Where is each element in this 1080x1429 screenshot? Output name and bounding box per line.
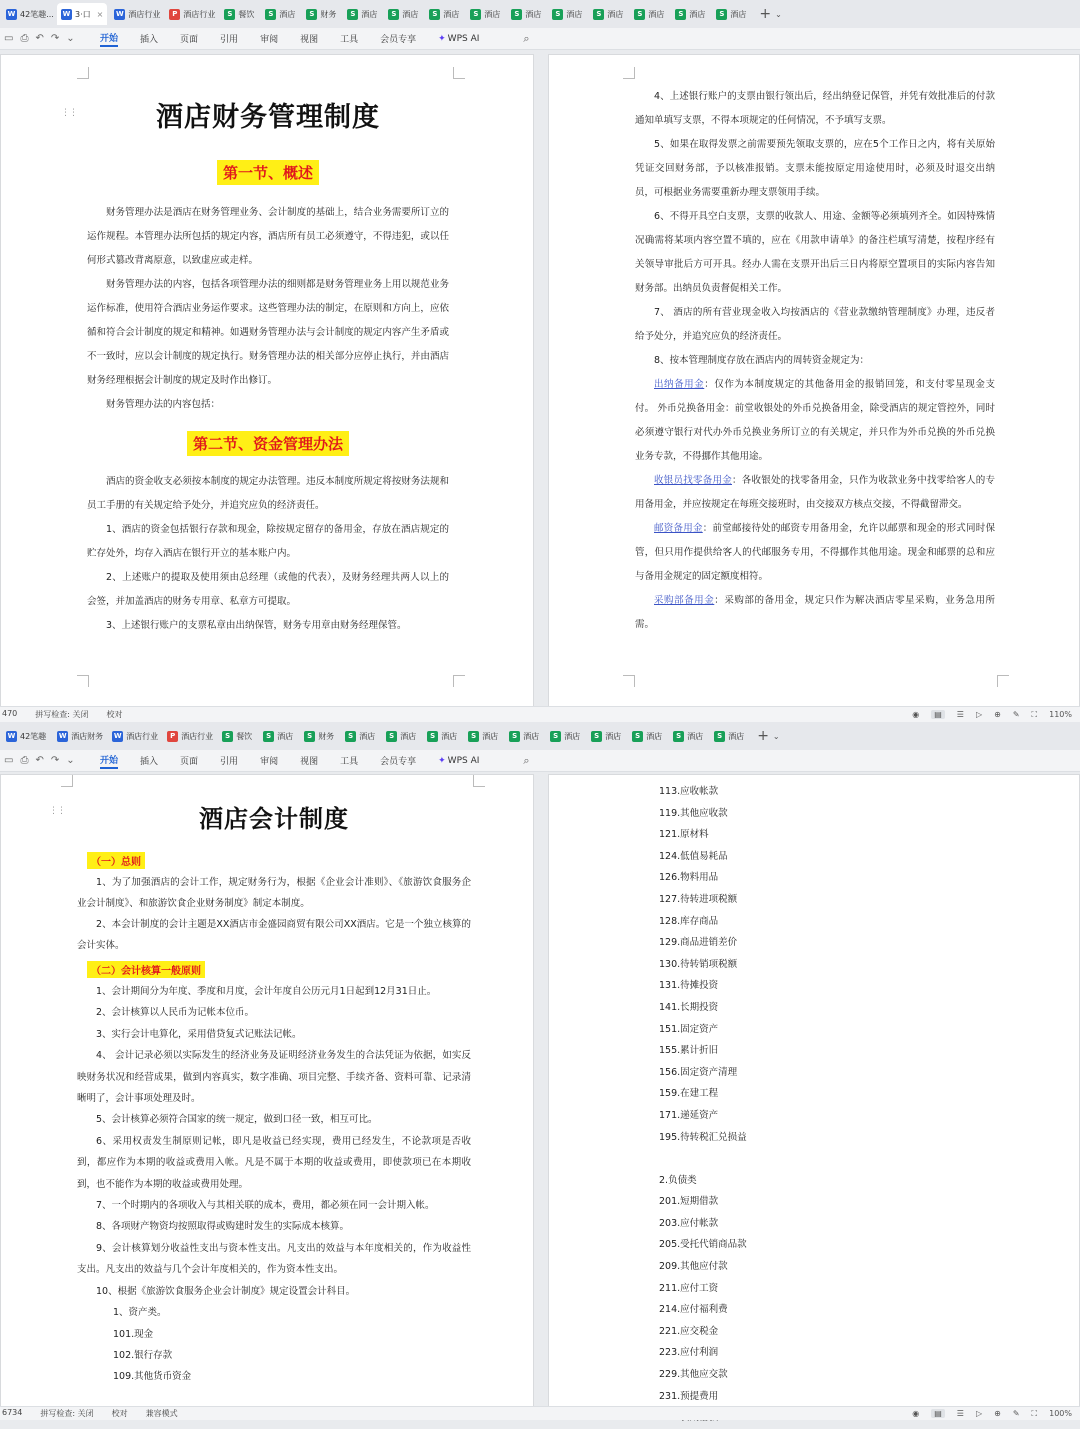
spreadsheet-icon: S (591, 731, 602, 742)
document-tab[interactable] (712, 3, 750, 25)
web-icon[interactable]: ⊕ (994, 1409, 1001, 1418)
page-title: 酒店会计制度 (199, 804, 349, 833)
spreadsheet-icon: S (509, 731, 520, 742)
wps-window-bottom (0, 722, 1080, 1420)
spreadsheet-icon: S (304, 731, 315, 742)
spreadsheet-icon: S (427, 731, 438, 742)
account-list (659, 781, 959, 1429)
spreadsheet-icon: S (468, 731, 479, 742)
tab-label: 酒店 (523, 731, 540, 741)
tab-label: 酒店 (564, 731, 581, 741)
writer-icon: W (62, 10, 71, 18)
ai-icon: ✦ (438, 755, 446, 766)
ribbon-menu (0, 28, 1080, 50)
section1-body (77, 872, 471, 956)
fit-icon[interactable]: ⛶ (1031, 1408, 1038, 1418)
fund-description: ：前堂邮接待处的邮资专用备用金，允许以邮票和现金的形式同时保管，但只用作提供给客人的代邮服务专用，不得挪作其他用途。现金和邮票的总和应与备用金规定的固定额度相符。 (635, 523, 995, 582)
spreadsheet-icon: S (675, 9, 686, 20)
page-view-icon[interactable]: ▤ (931, 1409, 945, 1418)
account-item: 126.物料用品 (659, 872, 719, 884)
menu-tab[interactable]: 工具 (340, 35, 359, 45)
menu-tab[interactable]: 页面 (180, 35, 199, 45)
document-tab[interactable] (589, 3, 627, 25)
spreadsheet-icon: S (222, 731, 233, 742)
document-tab[interactable] (628, 725, 666, 747)
account-item: 156.固定资产清理 (659, 1066, 738, 1078)
menu-tab[interactable]: 会员专享 (380, 757, 417, 767)
eye-icon[interactable]: ◉ (912, 710, 920, 719)
spell-check-status[interactable]: 拼写检查: 关闭 (35, 710, 89, 719)
paragraph (635, 373, 995, 469)
tab-bar (0, 722, 1080, 750)
paragraph: 2、会计核算以人民币为记帐本位币。 (96, 1007, 255, 1019)
tab-label: 酒店 (402, 9, 419, 19)
page-title: 酒店财务管理制度 (156, 102, 380, 133)
spreadsheet-icon: S (429, 9, 440, 20)
tab-label: 酒店行业 (128, 9, 161, 19)
search-icon[interactable]: ⌕ (523, 31, 530, 45)
spreadsheet-icon: S (470, 9, 481, 20)
account-item: 102.银行存款 (113, 1349, 173, 1361)
menu-tab[interactable]: 审阅 (260, 35, 279, 45)
menu-tab[interactable]: 插入 (140, 35, 159, 45)
document-tab[interactable] (110, 3, 162, 25)
spell-check-status[interactable]: 拼写检查: 关闭 (40, 1409, 94, 1418)
pdf-icon: P (169, 9, 180, 20)
redo-icon[interactable]: ↷ (50, 33, 60, 44)
right-page-body (635, 85, 995, 637)
document-tab[interactable] (343, 3, 381, 25)
compat-mode-label: 兼容模式 (145, 1409, 178, 1418)
tab-label: 财务 (318, 731, 335, 741)
paragraph: 1、酒店的资金包括银行存款和现金，除按规定留存的备用金，存放在酒店规定的贮存处外，均存入酒店在银行开立的基本账户内。 (87, 524, 449, 559)
tab-label: 酒店 (277, 731, 294, 741)
paragraph: 7、一个时期内的各项收入与其相关联的成本，费用，都必须在同一会计期入帐。 (96, 1200, 435, 1212)
account-item: 113.应收帐款 (659, 786, 719, 797)
section2-body (87, 470, 449, 638)
menu-tabs (100, 31, 552, 47)
add-tab-icon[interactable]: + (759, 6, 772, 22)
document-canvas (0, 772, 1080, 1408)
paragraph: 4、上述银行账户的支票由银行领出后，经出纳登记保管，并凭有效批准后的付款通知单填写支票，不得本项规定的任何情况，不予填写支票。 (635, 91, 995, 126)
account-item: 127.待转进项税额 (659, 893, 738, 905)
paragraph: 5、会计核算必须符合国家的统一规定，做到口径一致，相互可比。 (96, 1114, 378, 1126)
document-page-left (0, 774, 534, 1414)
undo-icon[interactable]: ↶ (35, 755, 44, 766)
menu-tab[interactable]: 引用 (220, 35, 239, 45)
section-heading-1: （一）总则 (87, 852, 145, 869)
tab-label: 酒店行业 (183, 9, 216, 19)
tab-label: 酒店 (605, 731, 622, 741)
spreadsheet-icon: S (511, 9, 522, 20)
fund-label-link[interactable]: 出纳备用金 (654, 379, 705, 390)
spreadsheet-icon: S (345, 731, 356, 742)
menu-tab[interactable]: 开始 (100, 31, 118, 47)
save-icon[interactable]: ▭ (4, 33, 14, 44)
chevron-down-icon[interactable]: ⌄ (772, 731, 780, 741)
spreadsheet-icon: S (673, 731, 684, 742)
paragraph: 6、采用权责发生制原则记帐，即凡是收益已经实现，费用已经发生，不论款项是否收到，都应作为本期的收益或费用入帐。凡是不属于本期的收益或费用，即使款项已在本期收到，也不能作为本期的收益或费用处理。 (77, 1135, 471, 1190)
paragraph (635, 469, 995, 517)
document-tab[interactable] (259, 725, 297, 747)
tab-label: 酒店 (646, 731, 663, 741)
account-item: 221.应交税金 (659, 1325, 719, 1337)
pen-icon[interactable]: ✎ (1012, 710, 1020, 719)
document-tab[interactable] (382, 725, 420, 747)
section2-body (77, 981, 471, 1302)
document-tab[interactable] (505, 725, 543, 747)
wps-ai-button[interactable] (438, 756, 501, 766)
document-tab[interactable] (2, 3, 54, 25)
tab-label: 3·口 (75, 9, 91, 19)
quick-access (0, 755, 100, 766)
account-item: 121.原材料 (659, 829, 709, 841)
tab-label: 餐饮 (238, 9, 255, 19)
section-heading-1: 第一节、概述 (217, 160, 319, 185)
writer-icon: W (7, 732, 16, 740)
tab-label: 财务 (320, 9, 337, 19)
account-item (659, 1148, 959, 1170)
tab-label: 42笔趣... (20, 9, 54, 19)
proofread-button[interactable]: 校对 (106, 710, 123, 719)
paragraph: 3、实行会计电算化，采用借贷复式记账法记帐。 (96, 1028, 302, 1040)
menu-tab[interactable]: 会员专享 (380, 35, 417, 45)
paragraph: 2、上述账户的提取及使用须由总经理（或他的代表），及财务经理共两人以上的会签，并加盖酒店的财务专用章、私章方可提取。 (87, 572, 449, 607)
account-item: 229.其他应交款 (659, 1369, 728, 1381)
document-canvas (0, 50, 1080, 706)
outline-icon[interactable]: ☰ (956, 710, 964, 719)
document-tab[interactable] (165, 3, 217, 25)
menu-tab[interactable]: 工具 (340, 757, 359, 767)
document-tab[interactable] (710, 725, 748, 747)
paragraph: 财务管理办法的内容包括： (106, 399, 221, 410)
fund-label-link[interactable]: 收银员找零备用金 (654, 475, 732, 486)
paragraph: 7、 酒店的所有营业现金收入均按酒店的《营业款缴纳管理制度》办理，违反者给予处分，并追究应负的经济责任。 (635, 307, 995, 342)
menu-tab[interactable]: 视图 (300, 35, 319, 45)
web-icon[interactable]: ⊕ (994, 710, 1001, 719)
spreadsheet-icon: S (263, 731, 274, 742)
outline-icon[interactable]: ☰ (956, 1409, 964, 1418)
paragraph: 8、各项财产物资均按照取得或购建时发生的实际成本核算。 (96, 1221, 350, 1233)
menu-tab[interactable]: 开始 (100, 753, 118, 769)
paragraph: 1、为了加强酒店的会计工作，规定财务行为，根据《企业会计准则》、《旅游饮食服务企业会计制度》、和旅游饮食企业财务制度》制定本制度。 (77, 877, 471, 909)
spreadsheet-icon: S (306, 9, 317, 20)
document-tab[interactable] (108, 725, 160, 747)
tab-label: 酒店 (443, 9, 460, 19)
account-item: 128.库存商品 (659, 915, 719, 927)
fund-description: ：仅作为本制度规定的其他备用金的报销回笼，和支付零星现金支付。 外币兑换备用金：前堂收银处的外币兑换备用金，除受酒店的规定管控外，同时必须遵守银行对代办外币兑换业务所订立的有关规定，并只作为外币兑换的外币兑换业务专款，不得挪作其他用途。 (635, 379, 995, 462)
play-icon[interactable]: ▷ (975, 1409, 983, 1418)
document-tab[interactable] (548, 3, 586, 25)
chevron-down-icon[interactable]: ⌄ (66, 33, 75, 44)
spreadsheet-icon: S (634, 9, 645, 20)
save-icon[interactable]: ▭ (4, 755, 14, 766)
paragraph: 3、上述银行账户的支票私章由出纳保管，财务专用章由财务经理保管。 (106, 620, 407, 631)
status-bar (0, 706, 1080, 722)
document-page-left (0, 54, 534, 714)
play-icon[interactable]: ▷ (975, 710, 983, 719)
zoom-level[interactable]: 100% (1049, 1409, 1072, 1418)
ribbon-menu (0, 750, 1080, 772)
account-item: 119.其他应收款 (659, 807, 728, 819)
spreadsheet-icon: S (552, 9, 563, 20)
paragraph (635, 589, 995, 637)
account-list (113, 1302, 471, 1388)
proofread-button[interactable]: 校对 (111, 1409, 128, 1418)
paragraph: 6、不得开具空白支票，支票的收款人、用途、金额等必须填列齐全。如因特殊情况确需将某项内容空置不填的，应在《用款申请单》的备注栏填写清楚，按程序经有关领导审批后方可开具。经办人需在支票开出后三日内将原空置项目的实际内容告知财务部。出纳员负责督促相关工作。 (635, 211, 995, 294)
spreadsheet-icon: S (716, 9, 727, 20)
drag-handle-icon[interactable]: ⋮⋮ (49, 806, 65, 816)
section-heading-2: （二）会计核算一般原则 (87, 961, 205, 978)
paragraph: 9、会计核算划分收益性支出与资本性支出。凡支出的效益与本年度相关的，作为收益性支出。凡支出的效益与几个会计年度相关的，作为资本性支出。 (77, 1242, 471, 1276)
tab-label: 酒店 (689, 9, 706, 19)
account-item: 130.待转销项税额 (659, 958, 738, 970)
menu-tab[interactable]: 引用 (220, 757, 239, 767)
menu-tab[interactable]: 插入 (140, 757, 159, 767)
fund-description: ：各收银处的找零备用金，只作为收款业务中找零给客人的专用备用金，并应按规定在每班交接班时，由交接双方核点交接，不得截留滞交。 (635, 475, 995, 510)
spreadsheet-icon: S (347, 9, 358, 20)
spreadsheet-icon: S (386, 731, 397, 742)
paragraph: 10、根据《旅游饮食服务企业会计制度》规定设置会计科目。 (96, 1285, 356, 1297)
fund-label-link[interactable]: 邮资备用金 (654, 523, 703, 534)
document-tab[interactable] (546, 725, 584, 747)
account-item: 1、资产类。 (113, 1307, 167, 1319)
tab-label: 酒店 (566, 9, 583, 19)
account-item: 231.预提费用 (659, 1390, 719, 1402)
wps-ai-button[interactable] (438, 34, 501, 44)
tab-label: 酒店行业 (126, 731, 159, 741)
redo-icon[interactable]: ↷ (50, 755, 60, 766)
spreadsheet-icon: S (714, 731, 725, 742)
tab-label: 酒店 (607, 9, 624, 19)
tab-label: 餐饮 (236, 731, 253, 741)
account-item: 171.递延资产 (659, 1109, 719, 1121)
writer-icon: W (115, 10, 124, 18)
tab-label: 酒店财务 (71, 731, 104, 741)
document-tab[interactable] (220, 3, 258, 25)
section1-body (87, 201, 449, 417)
fund-description: ：采购部的备用金，规定只作为解决酒店零星采购，业务急用所需。 (635, 595, 995, 630)
document-tab[interactable] (341, 725, 379, 747)
undo-icon[interactable]: ↶ (35, 33, 44, 44)
document-tab[interactable] (425, 3, 463, 25)
account-item: 151.固定资产 (659, 1023, 719, 1035)
tab-label: 酒店 (400, 731, 417, 741)
account-item: 101.现金 (113, 1328, 154, 1340)
wps-ai-label: WPS AI (447, 755, 480, 766)
pdf-icon: P (167, 731, 178, 742)
document-tab[interactable] (507, 3, 545, 25)
document-tab[interactable] (587, 725, 625, 747)
document-tab[interactable] (218, 725, 256, 747)
tab-label: 酒店 (441, 731, 458, 741)
spreadsheet-icon: S (550, 731, 561, 742)
tab-label: 酒店 (730, 9, 747, 19)
account-item: 214.应付福利费 (659, 1304, 728, 1316)
paragraph: 8、按本管理制度存放在酒店内的周转资金规定为： (654, 355, 870, 366)
menu-tabs (100, 753, 552, 769)
page-view-icon[interactable]: ▤ (931, 710, 945, 719)
tab-label: 酒店 (359, 731, 376, 741)
paragraph: 5、如果在取得发票之前需要预先领取支票的，应在5个工作日之内，将有关原始凭证交回财务部，予以核准报销。支票未能按原定用途使用时，必须及时退交出纳员，可根据业务需要重新办理支票领用手续。 (635, 139, 995, 198)
account-item: 203.应付帐款 (659, 1217, 719, 1229)
account-item: 195.待转税汇兑损益 (659, 1131, 747, 1143)
document-tab[interactable] (261, 3, 299, 25)
wps-ai-label: WPS AI (447, 33, 480, 44)
account-item: 2.负债类 (659, 1174, 697, 1186)
writer-icon: W (113, 732, 122, 740)
account-item: 109.其他货币资金 (113, 1371, 192, 1383)
paragraph: 2、本会计制度的会计主题是XX酒店市金盛园商贸有限公司XX酒店。它是一个独立核算的会计实体。 (77, 919, 471, 951)
document-page-right (548, 774, 1080, 1414)
add-tab-icon[interactable]: + (757, 728, 769, 744)
account-item: 155.累计折旧 (659, 1045, 719, 1057)
account-item: 129.商品进销差价 (659, 937, 738, 949)
spreadsheet-icon: S (388, 9, 399, 20)
drag-handle-icon[interactable]: ⋮⋮ (61, 108, 77, 118)
account-item: 131.待摊投资 (659, 980, 719, 992)
word-count[interactable]: 470 (2, 709, 18, 718)
document-tab[interactable] (53, 725, 105, 747)
writer-icon: W (58, 732, 67, 740)
tab-label: 酒店 (482, 731, 499, 741)
paragraph (635, 517, 995, 589)
account-item: 201.短期借款 (659, 1196, 719, 1208)
document-tab[interactable] (466, 3, 504, 25)
print-icon[interactable]: ⎙ (20, 33, 29, 44)
section-heading-2: 第二节、资金管理办法 (187, 431, 349, 456)
document-tab[interactable] (630, 3, 668, 25)
close-icon[interactable]: × (96, 9, 104, 19)
document-tab[interactable] (423, 725, 461, 747)
spreadsheet-icon: S (593, 9, 604, 20)
document-tab[interactable] (384, 3, 422, 25)
document-tab[interactable] (300, 725, 338, 747)
document-tab[interactable] (464, 725, 502, 747)
document-tab[interactable] (671, 3, 709, 25)
zoom-level[interactable]: 110% (1049, 710, 1072, 719)
paragraph: 酒店的资金收支必须按本制度的规定办法管理。违反本制度所规定将按财务法规和员工手册的有关规定给予处分，并追究应负的经济责任。 (87, 476, 449, 511)
search-icon[interactable]: ⌕ (523, 753, 530, 767)
spreadsheet-icon: S (632, 731, 643, 742)
menu-tab[interactable]: 页面 (180, 757, 199, 767)
spreadsheet-icon: S (265, 9, 276, 20)
document-tab[interactable] (2, 725, 50, 747)
paragraph: 财务管理办法是酒店在财务管理业务、会计制度的基础上，结合业务需要所订立的运作规程。本管理办法所包括的规定内容，酒店所有员工必须遵守，不得违犯，或以任何形式篡改背离原意，以致虚应或走样。 (87, 207, 449, 266)
tab-label: 酒店 (687, 731, 704, 741)
tab-label: 酒店 (361, 9, 378, 19)
print-icon[interactable]: ⎙ (20, 755, 29, 766)
document-tab[interactable] (163, 725, 215, 747)
eye-icon[interactable]: ◉ (912, 1409, 920, 1418)
tab-label: 酒店 (484, 9, 501, 19)
tab-label: 酒店 (525, 9, 542, 19)
quick-access (0, 33, 100, 44)
account-item: 141.长期投资 (659, 1001, 719, 1013)
document-tab[interactable] (669, 725, 707, 747)
chevron-down-icon[interactable]: ⌄ (66, 755, 75, 766)
paragraph: 财务管理办法的内容，包括各项管理办法的细则都是财务管理业务上用以规范业务运作标准，使用符合酒店业务运作要求。这些管理办法的制定，在原则和方向上，应依循和符合会计制度的规定和精神。如遇财务管理办法与会计制度的规定内容产生矛盾或不一致时，应以会计制度的规定执行。财务管理办法的相关部分应停止执行，并由酒店财务经理根据会计制度的规定及时作出修订。 (87, 279, 449, 386)
account-item: 124.低值易耗品 (659, 850, 728, 862)
account-item: 159.在建工程 (659, 1088, 719, 1100)
word-count[interactable]: 6734 (2, 1408, 23, 1417)
document-page-right (548, 54, 1080, 714)
tab-bar (0, 0, 1080, 28)
tab-label: 酒店 (648, 9, 665, 19)
paragraph: 1、会计期间分为年度、季度和月度，会计年度自公历元月1日起到12月31日止。 (96, 986, 437, 997)
document-tab[interactable] (57, 3, 107, 25)
fund-label-link[interactable]: 采购部备用金 (654, 595, 715, 606)
status-bar (0, 1406, 1080, 1420)
spreadsheet-icon: S (224, 9, 235, 20)
pen-icon[interactable]: ✎ (1012, 1409, 1020, 1418)
ai-icon: ✦ (438, 33, 446, 44)
tab-label: 酒店行业 (181, 731, 214, 741)
menu-tab[interactable]: 审阅 (260, 757, 279, 767)
fit-icon[interactable]: ⛶ (1031, 709, 1038, 719)
account-item: 205.受托代销商品款 (659, 1239, 747, 1251)
menu-tab[interactable]: 视图 (300, 757, 319, 767)
document-tab[interactable] (302, 3, 340, 25)
tab-label: 酒店 (728, 731, 745, 741)
paragraph: 4、 会计记录必须以实际发生的经济业务及证明经济业务发生的合法凭证为依据，如实反映财务状况和经营成果，做到内容真实，数字准确、项目完整、手续齐备、资料可靠、记录清晰明了，会计事项处理及时。 (77, 1050, 471, 1105)
account-item: 223.应付利润 (659, 1347, 719, 1359)
writer-icon: W (7, 10, 16, 18)
account-item: 211.应付工资 (659, 1282, 719, 1294)
chevron-down-icon[interactable]: ⌄ (775, 9, 782, 19)
account-item: 209.其他应付款 (659, 1261, 728, 1273)
tab-label: 酒店 (279, 9, 296, 19)
tab-label: 42笔趣 (20, 731, 47, 741)
